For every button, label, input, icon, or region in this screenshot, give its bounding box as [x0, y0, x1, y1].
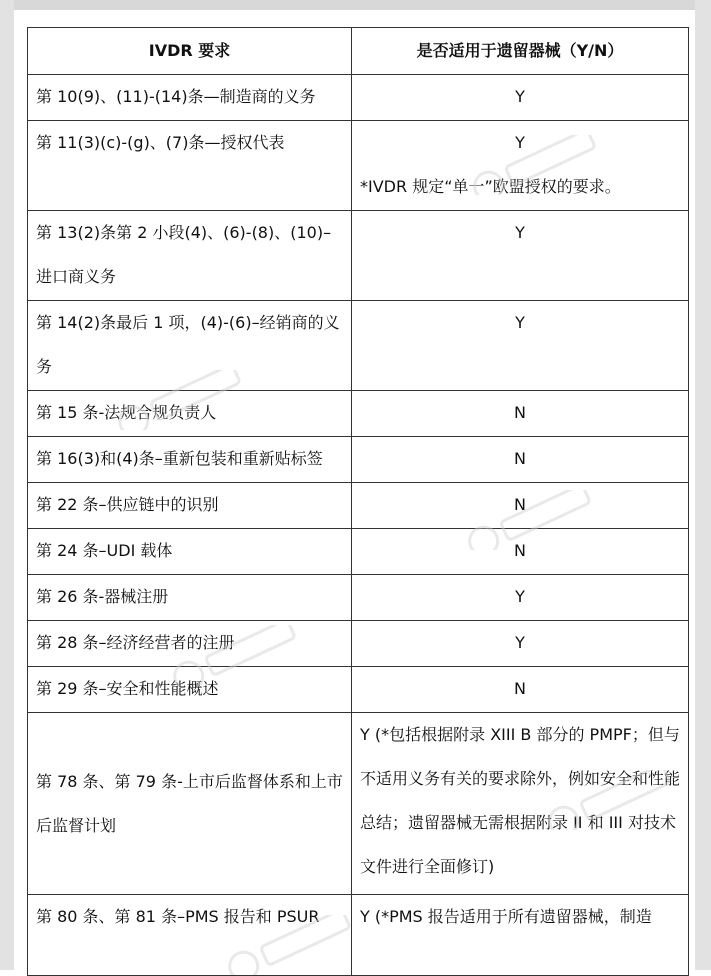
table-row — [28, 391, 689, 437]
ivdr-requirements-table — [27, 27, 689, 976]
requirement-cell: 第 11(3)(c)-(g)、(7)条—授权代表 — [28, 121, 352, 211]
requirement-cell: 第 16(3)和(4)条–重新包装和重新贴标签 — [28, 437, 352, 483]
applicable-cell: N — [352, 529, 689, 575]
applicable-cell — [352, 121, 689, 211]
applicable-cell: Y — [352, 211, 689, 301]
table-row — [28, 121, 689, 211]
applicable-cell: Y — [352, 75, 689, 121]
applicable-note: *IVDR 规定“单一”欧盟授权的要求。 — [360, 177, 621, 196]
requirement-cell: 第 15 条-法规合规负责人 — [28, 391, 352, 437]
table-row — [28, 575, 689, 621]
document-page — [14, 10, 695, 970]
table-row — [28, 301, 689, 391]
requirement-cell: 第 78 条、第 79 条-上市后监督体系和上市后监督计划 — [28, 713, 352, 895]
requirement-cell: 第 28 条–经济经营者的注册 — [28, 621, 352, 667]
header-applicable: 是否适用于遗留器械（Y/N） — [352, 28, 689, 75]
table-row — [28, 437, 689, 483]
header-requirement: IVDR 要求 — [28, 28, 352, 75]
applicable-cell: Y (*PMS 报告适用于所有遗留器械，制造 — [352, 895, 689, 976]
table-row — [28, 621, 689, 667]
table-row — [28, 667, 689, 713]
applicable-cell: N — [352, 437, 689, 483]
requirement-cell: 第 26 条-器械注册 — [28, 575, 352, 621]
applicable-cell: Y — [352, 301, 689, 391]
page-right-margin — [695, 0, 711, 970]
applicable-cell: Y (*包括根据附录 XIII B 部分的 PMPF；但与不适用义务有关的要求除外，例如安全和性能总结；遗留器械无需根据附录 II 和 III 对技术文件进行全面修订) — [352, 713, 689, 895]
requirement-cell: 第 80 条、第 81 条–PMS 报告和 PSUR — [28, 895, 352, 976]
applicable-cell: Y — [352, 621, 689, 667]
applicable-value: Y — [515, 133, 525, 152]
page-top-border — [0, 0, 711, 10]
table-row — [28, 211, 689, 301]
applicable-cell: N — [352, 391, 689, 437]
requirement-cell: 第 22 条–供应链中的识别 — [28, 483, 352, 529]
table-row — [28, 713, 689, 895]
applicable-cell: N — [352, 483, 689, 529]
requirement-cell: 第 10(9)、(11)-(14)条—制造商的义务 — [28, 75, 352, 121]
table-row — [28, 75, 689, 121]
applicable-cell: Y — [352, 575, 689, 621]
requirement-cell: 第 13(2)条第 2 小段(4)、(6)-(8)、(10)–进口商义务 — [28, 211, 352, 301]
requirement-cell: 第 24 条–UDI 载体 — [28, 529, 352, 575]
table-row — [28, 895, 689, 976]
requirement-cell: 第 14(2)条最后 1 项，(4)-(6)–经销商的义务 — [28, 301, 352, 391]
table-header-row — [28, 28, 689, 75]
page-left-margin — [0, 0, 14, 970]
table-row — [28, 483, 689, 529]
applicable-cell: N — [352, 667, 689, 713]
requirement-cell: 第 29 条–安全和性能概述 — [28, 667, 352, 713]
table-row — [28, 529, 689, 575]
